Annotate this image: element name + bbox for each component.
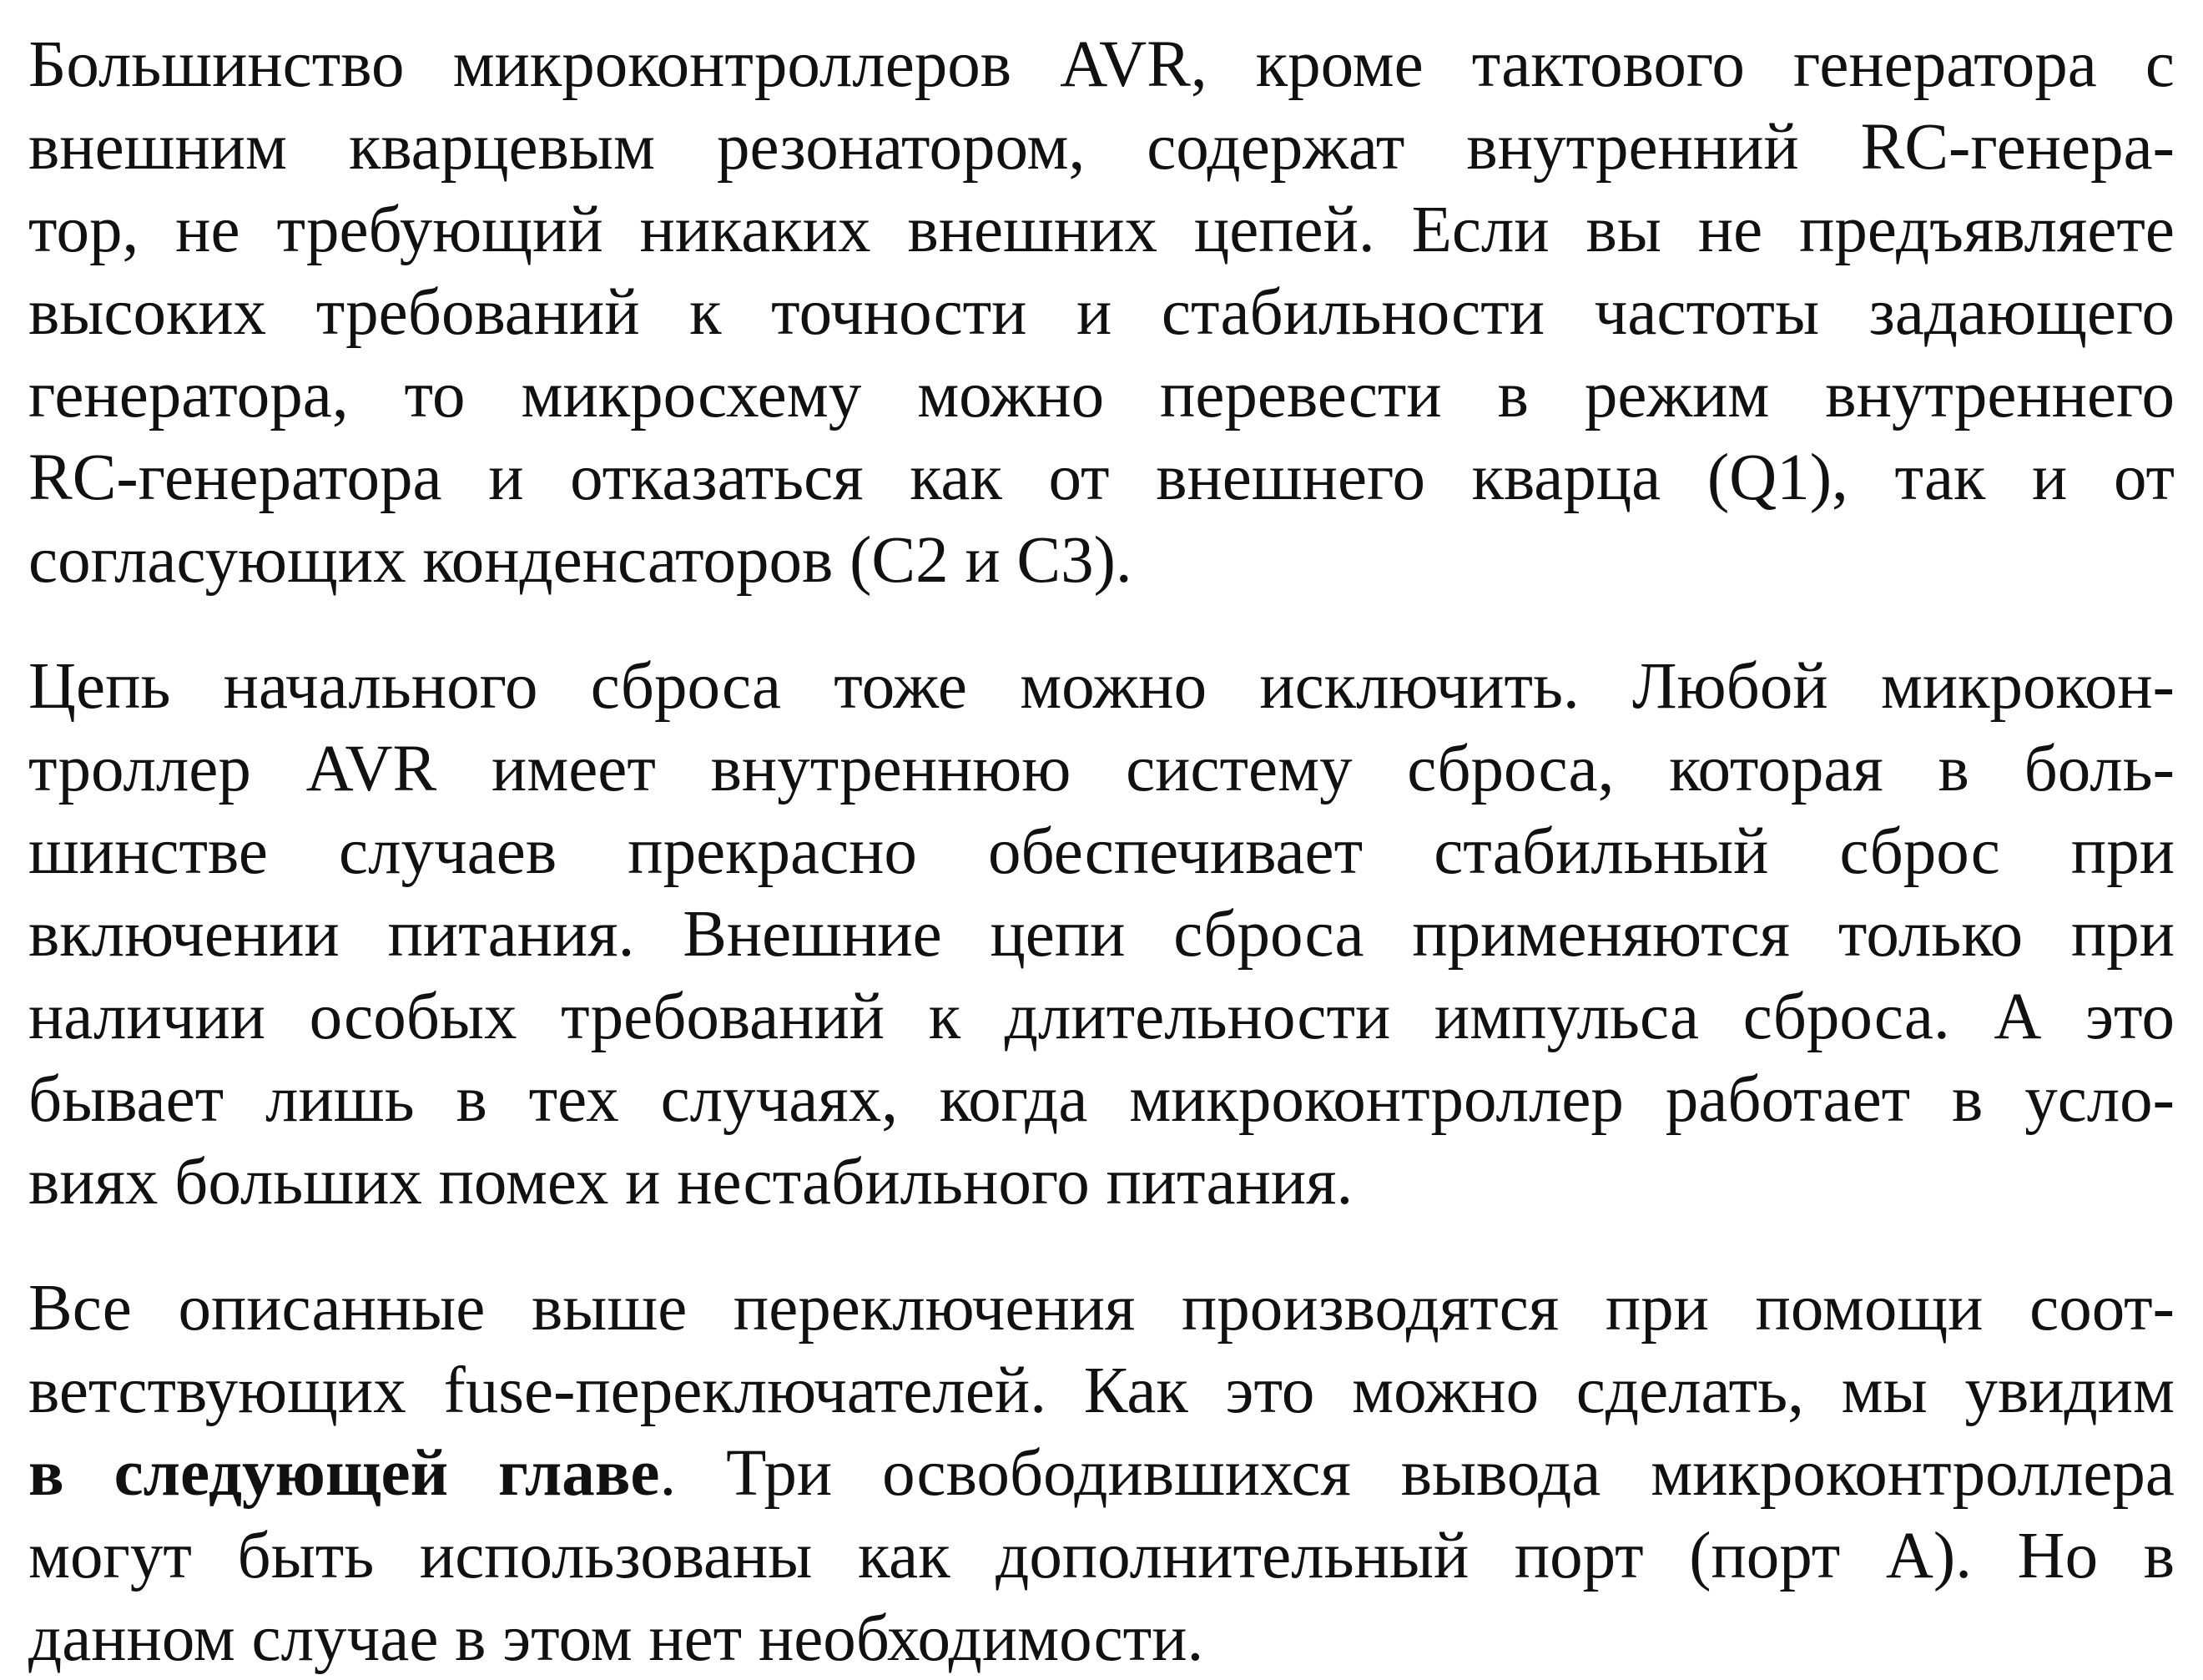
text-line: внешним кварцевым резонатором, содержат внутренний RC-генера- <box>28 111 2175 184</box>
text-line: Большинство микроконтроллеров AVR, кроме тактового генератора с <box>28 28 2175 101</box>
text-line <box>28 1432 2175 1515</box>
text-line: наличии особых требований к длительности импульса сброса. А это <box>28 981 2175 1053</box>
text-line: RC-генератора и отказаться как от внешнего кварца (Q1), так и от <box>28 441 2175 514</box>
text-line: ветствующих fuse-переключателей. Как это можно сделать, мы увидим <box>28 1355 2175 1427</box>
text-line: могут быть использованы как дополнительный порт (порт А). Но в <box>28 1520 2175 1592</box>
chapter-reference: в следующей главе <box>28 1437 660 1510</box>
paragraph-reset <box>28 645 2175 1223</box>
text-line: высоких требований к точности и стабильности частоты задающего <box>28 276 2175 349</box>
text-line: согласующих конденсаторов (C2 и C3). <box>28 524 1132 597</box>
document-page <box>28 23 2175 1680</box>
paragraph-oscillator <box>28 23 2175 602</box>
text-line: включении питания. Внешние цепи сброса применяются только при <box>28 898 2175 971</box>
text-line: генератора, то микросхему можно перевести в режим внутреннего <box>28 359 2175 431</box>
text-line: Цепь начального сброса тоже можно исключить. Любой микрокон- <box>28 650 2175 723</box>
text-line: троллер AVR имеет внутреннюю систему сброса, которая в боль- <box>28 733 2175 805</box>
text-line-rest: . Три освободившихся вывода микроконтроллера <box>659 1437 2175 1510</box>
text-line: тор, не требующий никаких внешних цепей. Если вы не предъявляете <box>28 194 2175 266</box>
paragraph-fuses <box>28 1267 2175 1680</box>
text-line: данном случае в этом нет необходимости. <box>28 1602 1204 1675</box>
text-line: бывает лишь в тех случаях, когда микроконтроллер работает в усло- <box>28 1063 2175 1136</box>
text-line: виях больших помех и нестабильного питания. <box>28 1146 1354 1218</box>
text-line: шинстве случаев прекрасно обеспечивает стабильный сброс при <box>28 815 2175 888</box>
text-line: Все описанные выше переключения производятся при помощи соот- <box>28 1272 2175 1345</box>
